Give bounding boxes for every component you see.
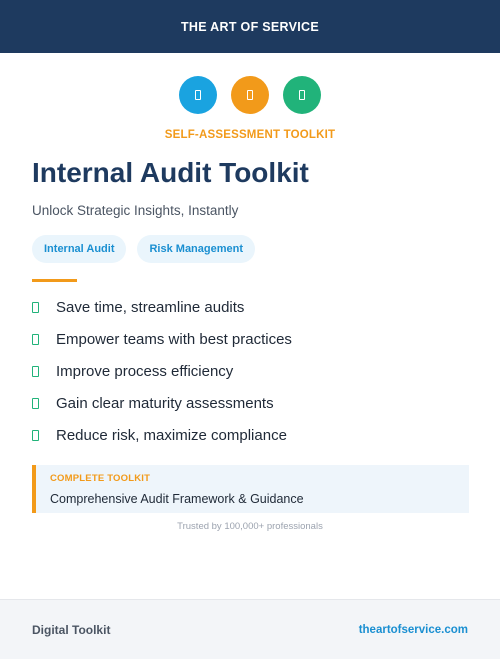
callout-text: Comprehensive Audit Framework & Guidance: [50, 492, 304, 506]
square-icon: [247, 90, 253, 100]
square-icon: [195, 90, 201, 100]
icon-badge-orange: [231, 76, 269, 114]
check-icon: [32, 302, 39, 313]
website-link[interactable]: theartofservice.com: [358, 623, 468, 636]
accent-divider: [32, 279, 77, 282]
subtitle: Unlock Strategic Insights, Instantly: [32, 203, 239, 218]
header-bar: [0, 0, 500, 53]
check-icon: [32, 366, 39, 377]
feature-item: [32, 393, 292, 413]
tag-internal-audit: Internal Audit: [32, 235, 126, 263]
eyebrow-label: SELF-ASSESSMENT TOOLKIT: [164, 129, 336, 141]
feature-item: [32, 425, 292, 445]
footer-label: Digital Toolkit: [32, 622, 111, 637]
tag-list: [32, 235, 255, 263]
feature-label: Improve process efficiency: [56, 362, 234, 380]
brand-title: THE ART OF SERVICE: [180, 19, 320, 34]
icon-row: [0, 76, 500, 114]
feature-label: Reduce risk, maximize compliance: [56, 426, 287, 444]
feature-list: [32, 297, 292, 457]
footer: [0, 599, 500, 659]
feature-label: Gain clear maturity assessments: [56, 394, 274, 412]
square-icon: [299, 90, 305, 100]
feature-item: [32, 329, 292, 349]
trust-note: Trusted by 100,000+ professionals: [177, 521, 323, 532]
feature-label: Save time, streamline audits: [56, 298, 245, 316]
icon-badge-green: [283, 76, 321, 114]
toolkit-callout: [32, 465, 469, 513]
check-icon: [32, 334, 39, 345]
page-title: Internal Audit Toolkit: [32, 157, 309, 188]
callout-label: COMPLETE TOOLKIT: [50, 473, 151, 484]
check-icon: [32, 398, 39, 409]
icon-badge-blue: [179, 76, 217, 114]
check-icon: [32, 430, 39, 441]
tag-risk-management: Risk Management: [137, 235, 255, 263]
feature-label: Empower teams with best practices: [56, 330, 292, 348]
feature-item: [32, 297, 292, 317]
feature-item: [32, 361, 292, 381]
